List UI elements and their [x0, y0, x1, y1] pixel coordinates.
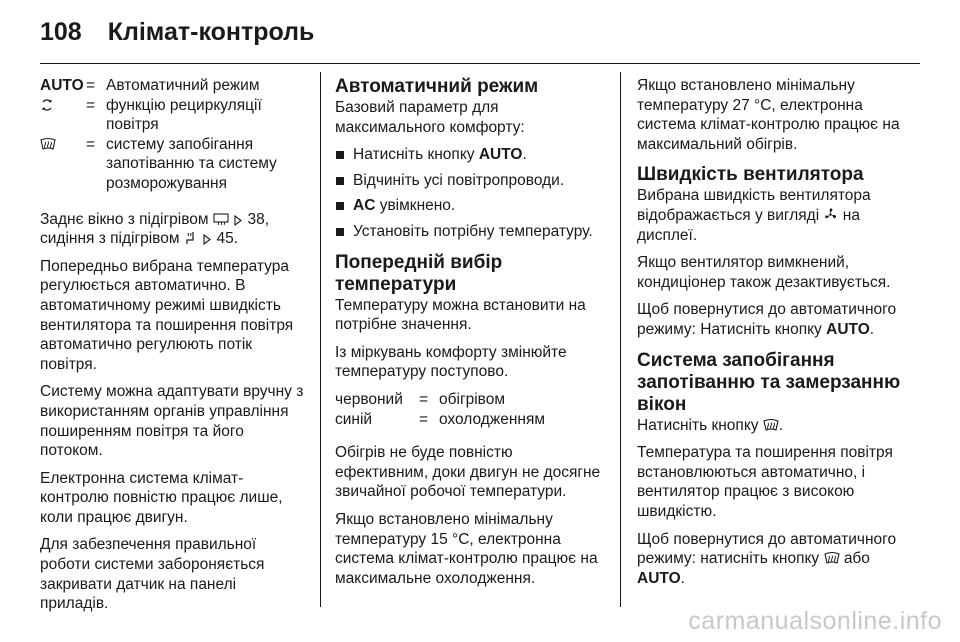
def-blue — [335, 410, 605, 430]
watermark: carmanualsonline.info — [688, 607, 942, 635]
def-eq: = — [86, 135, 96, 153]
def-desc: систему запобігання запотіванню та систему розморожування — [106, 135, 277, 192]
text: або — [843, 550, 870, 568]
def-eq: = — [86, 96, 96, 114]
text: на дисплеї. — [637, 206, 860, 244]
list-item: Відчиніть усі повітропроводи. — [335, 171, 605, 191]
bold-text: AC — [353, 197, 376, 215]
def-eq: = — [419, 390, 429, 408]
def-defrost — [40, 135, 305, 194]
column-divider-2 — [620, 72, 621, 607]
paragraph — [637, 416, 919, 436]
paragraph: Базовий параметр для максимального комфорту: — [335, 99, 525, 136]
paragraph: Якщо встановлено мінімальну температуру 27 °C, електронна система клімат-контролю працює на максимальний обігрів. — [637, 77, 900, 153]
text: увімкнено. — [375, 197, 456, 215]
page-title: Клімат-контроль — [107, 18, 315, 46]
recirculation-icon — [40, 98, 54, 112]
column-1 — [40, 76, 305, 622]
paragraph: Якщо вентилятор вимкнений, кондиціонер також дезактивується. — [637, 254, 891, 291]
page-header — [40, 18, 314, 58]
heading-temperature: Попередній вибір температури — [335, 251, 503, 295]
paragraph: Для забезпечення правильної роботи системи забороняється закривати датчик на панелі приладів. — [40, 536, 265, 613]
def-eq: = — [419, 410, 429, 428]
paragraph: Попередньо вибрана температура регулюється автоматично. В автоматичному режимі швидкість вентилятора та поширення повітря автоматично регулюють потік повітря. — [40, 257, 294, 373]
bold-text: AUTO — [826, 320, 870, 338]
bold-text: AUTO — [637, 569, 681, 587]
column-divider-1 — [320, 72, 321, 607]
page-ref-arrow-icon — [202, 234, 212, 245]
paragraph: Із міркувань комфорту змінюйте температуру поступово. — [335, 343, 567, 381]
def-term: синій — [335, 410, 373, 428]
def-desc: охолодженням — [439, 410, 546, 428]
text: Щоб повернутися до автоматичного режиму: натисніть кнопку — [637, 530, 897, 568]
paragraph — [637, 530, 919, 589]
list-item — [335, 196, 605, 216]
text: . — [869, 320, 875, 338]
paragraph-heated — [40, 210, 305, 249]
paragraph — [637, 300, 919, 339]
def-auto — [40, 76, 305, 96]
paragraph: Якщо встановлено мінімальну температуру 15 °C, електронна система клімат-контролю працює на максимальне охолодження. — [335, 510, 598, 587]
text: . — [522, 146, 527, 164]
text: Натисніть кнопку — [353, 146, 479, 164]
text: сидіння з підігрівом — [40, 230, 180, 248]
paragraph: Температура та поширення повітря встановлюються автоматично, і вентилятор працює з високою швидкістю. — [637, 444, 893, 520]
list-item — [335, 145, 605, 165]
column-2 — [335, 76, 605, 596]
def-recirculation — [40, 96, 305, 135]
text: Заднє вікно з підігрівом — [40, 210, 209, 228]
text: . — [680, 569, 685, 587]
header-rule — [40, 63, 920, 64]
list-item: Установіть потрібну температуру. — [335, 222, 605, 242]
text: Натисніть кнопку — [637, 416, 759, 434]
seat-heat-icon — [184, 231, 198, 245]
heading-fan-speed: Швидкість вентилятора — [637, 164, 864, 186]
text: Щоб повернутися до автоматичного режиму: Натисніть кнопку — [637, 301, 897, 338]
def-term-auto: AUTO — [40, 77, 84, 94]
text: . — [778, 416, 784, 434]
rear-window-heat-icon — [213, 213, 229, 226]
paragraph: Систему можна адаптувати вручну з використанням органів управління поширенням повітря та його потоком. — [40, 383, 304, 460]
text: Вибрана швидкість вентилятора відображається у вигляді — [637, 187, 871, 224]
heading-auto-mode: Автоматичний режим — [335, 76, 539, 97]
def-eq: = — [86, 77, 96, 94]
def-term: червоний — [335, 390, 403, 408]
paragraph: Температуру можна встановити на потрібне значення. — [335, 296, 586, 334]
def-desc: обігрівом — [439, 390, 505, 408]
bullet-list — [335, 145, 605, 241]
heading-defog: Система запобігання запотіванню та замерзанню вікон — [637, 349, 901, 415]
fan-icon — [823, 207, 838, 222]
page-ref: 38, — [247, 210, 270, 228]
bold-text: AUTO — [478, 146, 523, 164]
page-ref-arrow-icon — [233, 215, 243, 226]
windshield-defrost-icon — [40, 137, 56, 151]
def-red — [335, 390, 605, 410]
def-desc: Автоматичний режим — [106, 77, 260, 94]
paragraph — [637, 186, 919, 245]
windshield-defrost-icon — [763, 418, 779, 432]
page-ref: 45. — [216, 230, 239, 248]
column-3 — [637, 76, 919, 596]
paragraph: Обігрів не буде повністю ефективним, доки двигун не досягне звичайної робочої температури. — [335, 444, 601, 501]
page-number: 108 — [40, 18, 82, 46]
def-desc: функцію рециркуляції повітря — [106, 96, 262, 134]
paragraph: Електронна система клімат-контролю повністю працює лише, коли працює двигун. — [40, 469, 283, 526]
windshield-defrost-icon — [824, 551, 840, 565]
